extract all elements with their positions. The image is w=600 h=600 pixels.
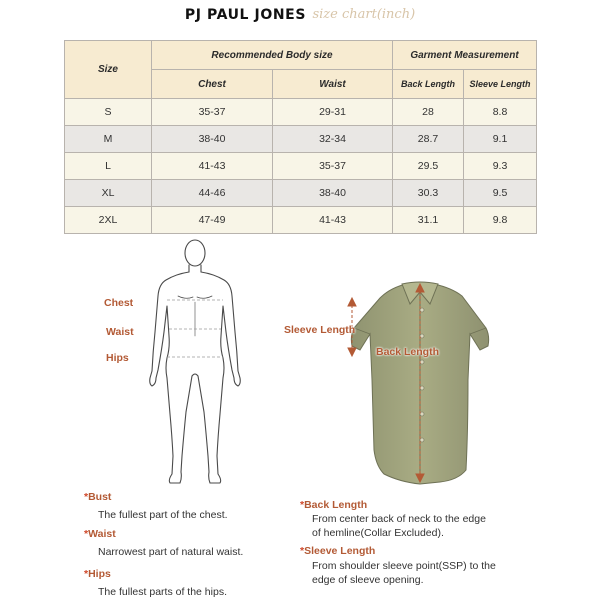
back-length-cell: 31.1: [393, 207, 464, 234]
back-length-cell: 28: [393, 99, 464, 126]
chest-cell: 44-46: [152, 180, 273, 207]
sleeve-length-cell: 9.5: [464, 180, 537, 207]
sleeve-length-note-text: [312, 559, 496, 587]
hips-label: Hips: [106, 352, 129, 364]
size-cell: L: [65, 153, 152, 180]
shirt-illustration: [340, 270, 500, 490]
size-cell: M: [65, 126, 152, 153]
sleeve-length-note-title: *Sleeve Length: [300, 545, 376, 557]
table-row: [65, 180, 537, 207]
back-length-note-line: From center back of neck to the edge: [312, 513, 486, 525]
sleeve-length-header: Sleeve Length: [464, 70, 537, 99]
back-length-note-title: *Back Length: [300, 499, 368, 511]
back-length-cell: 30.3: [393, 180, 464, 207]
chest-label: Chest: [104, 297, 134, 309]
waist-note-title: *Waist: [84, 528, 116, 540]
back-length-header: Back Length: [393, 70, 464, 99]
sleeve-length-note-line: edge of sleeve opening.: [312, 574, 424, 586]
chest-header: Chest: [152, 70, 273, 99]
size-cell: S: [65, 99, 152, 126]
chest-cell: 38-40: [152, 126, 273, 153]
body-outline-figure: [140, 236, 250, 488]
table-row: [65, 153, 537, 180]
sleeve-length-label: Sleeve Length: [284, 324, 356, 336]
chest-cell: 35-37: [152, 99, 273, 126]
table-row: [65, 207, 537, 234]
waist-cell: 29-31: [273, 99, 393, 126]
size-cell: 2XL: [65, 207, 152, 234]
size-chart-subtitle: size chart(inch): [312, 7, 416, 23]
hips-note-text: The fullest parts of the hips.: [98, 586, 227, 598]
waist-label: Waist: [106, 326, 134, 338]
hips-note-title: *Hips: [84, 568, 111, 580]
recommended-body-header: Recommended Body size: [152, 41, 393, 70]
size-header: Size: [65, 41, 152, 99]
size-cell: XL: [65, 180, 152, 207]
table-row: [65, 99, 537, 126]
bust-note-title: *Bust: [84, 491, 112, 503]
brand-name: PJ PAUL JONES: [184, 6, 307, 23]
back-length-cell: 29.5: [393, 153, 464, 180]
sleeve-length-cell: 9.8: [464, 207, 537, 234]
waist-cell: 38-40: [273, 180, 393, 207]
chest-cell: 41-43: [152, 153, 273, 180]
size-table: [64, 40, 537, 234]
waist-cell: 32-34: [273, 126, 393, 153]
table-row: [65, 126, 537, 153]
back-length-cell: 28.7: [393, 126, 464, 153]
waist-note-text: Narrowest part of natural waist.: [98, 546, 244, 558]
waist-header: Waist: [273, 70, 393, 99]
waist-cell: 41-43: [273, 207, 393, 234]
waist-cell: 35-37: [273, 153, 393, 180]
sleeve-length-cell: 8.8: [464, 99, 537, 126]
sleeve-length-cell: 9.1: [464, 126, 537, 153]
garment-measurement-header: Garment Measurement: [393, 41, 537, 70]
chart-title: [0, 6, 600, 28]
sleeve-length-cell: 9.3: [464, 153, 537, 180]
bust-note-text: The fullest part of the chest.: [98, 509, 228, 521]
back-length-note-text: [312, 512, 486, 540]
back-length-label: Back Length: [376, 346, 440, 358]
back-length-note-line: of hemline(Collar Excluded).: [312, 527, 444, 539]
sleeve-length-note-line: From shoulder sleeve point(SSP) to the: [312, 560, 496, 572]
chest-cell: 47-49: [152, 207, 273, 234]
